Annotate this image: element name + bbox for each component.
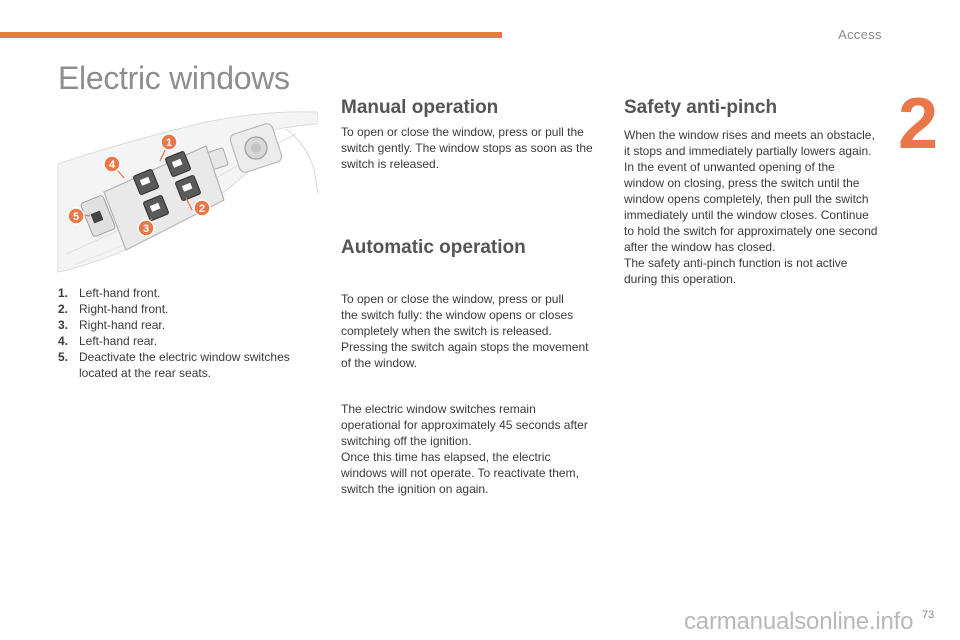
- callout-5: 5: [72, 211, 80, 223]
- callout-legend: [58, 285, 320, 381]
- header-accent-bar: [0, 32, 502, 38]
- manual-operation-text: To open or close the window, press or pull the switch gently. The window stops as soon as the switch is released.: [341, 125, 593, 171]
- legend-text: Deactivate the electric window switches located at the rear seats.: [79, 350, 290, 380]
- page-number: 73: [922, 609, 935, 621]
- legend-number: 5.: [58, 350, 69, 364]
- legend-item: [58, 285, 320, 301]
- callout-1: 1: [165, 137, 173, 149]
- callout-2: 2: [198, 203, 206, 215]
- legend-text: Right-hand front.: [79, 302, 169, 316]
- legend-number: 3.: [58, 318, 69, 332]
- switch-timeout-text: The electric window switches remain operational for approximately 45 seconds after switching off the ignition. Once this time has elapsed, the electric windows will not operate. To reactivate them, switch the ignition on again.: [341, 402, 588, 496]
- anti-pinch-text: When the window rises and meets an obstacle, it stops and immediately partially lowers again. In the event of unwanted opening of the window on closing, press the switch until the window opens completely, then pull the switch immediately until the window closes. Continue to hold the switch for approximately one second after the window has closed. The safety anti-pinch function is not active during this operation.: [624, 128, 878, 286]
- page-title: Electric windows: [58, 60, 290, 96]
- callout-4: 4: [108, 159, 116, 171]
- callout-3: 3: [142, 223, 150, 235]
- automatic-operation-text: To open or close the window, press or pull the switch fully: the window opens or closes completely when the switch is released. Pressing the switch again stops the movement of the window.: [341, 292, 589, 370]
- legend-number: 4.: [58, 334, 69, 348]
- window-switch-illustration: [56, 104, 318, 274]
- legend-item: [58, 333, 320, 349]
- legend-text: Right-hand rear.: [79, 318, 166, 332]
- chapter-number: 2: [898, 84, 939, 164]
- legend-number: 1.: [58, 286, 69, 300]
- legend-number: 2.: [58, 302, 69, 316]
- automatic-operation-heading: Automatic operation: [341, 237, 526, 258]
- section-label: Access: [838, 27, 882, 42]
- legend-item: [58, 349, 320, 381]
- legend-text: Left-hand front.: [79, 286, 161, 300]
- watermark: carmanualsonline.info: [684, 608, 914, 635]
- manual-operation-heading: Manual operation: [341, 97, 499, 118]
- legend-item: [58, 301, 320, 317]
- legend-item: [58, 317, 320, 333]
- anti-pinch-heading: Safety anti-pinch: [624, 97, 778, 118]
- legend-text: Left-hand rear.: [79, 334, 158, 348]
